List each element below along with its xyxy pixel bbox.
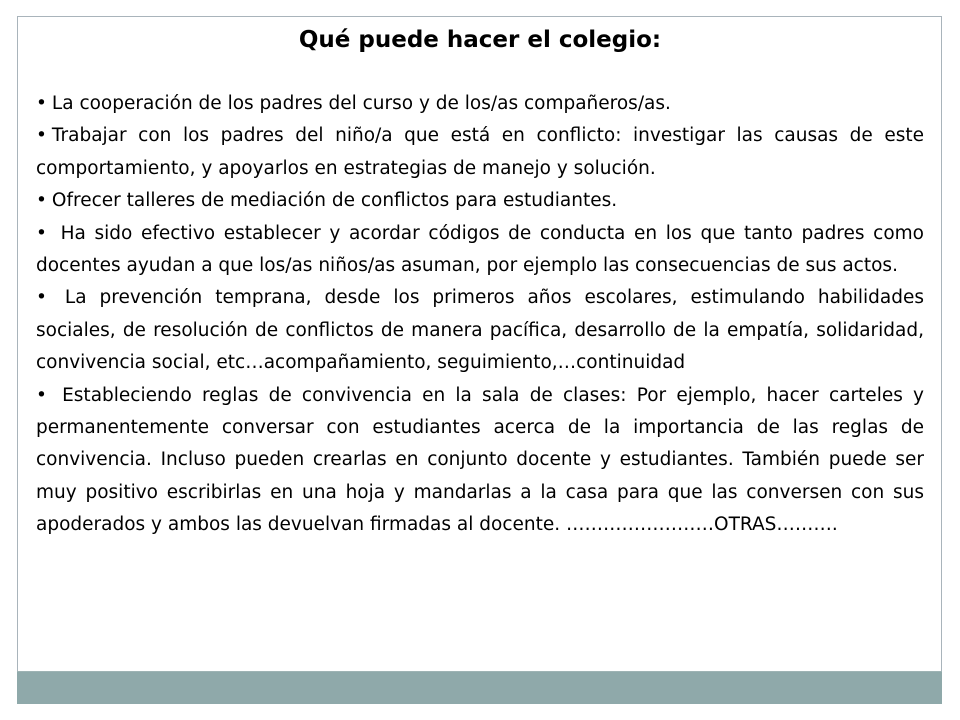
bullet-text: La prevención temprana, desde los primeros años escolares, estimulando habilidades sociales, de resolución de conflictos de manera pacífica, desarrollo de la empatía, solidaridad, convivencia social, etc…acompañamiento, seguimiento,…continuidad [36, 287, 924, 374]
slide-title: Qué puede hacer el colegio: [298, 27, 662, 53]
bullet-item [36, 380, 924, 542]
bullet-item [36, 120, 924, 185]
bullet-marker: • [36, 222, 47, 244]
bullet-item [36, 185, 924, 217]
bullet-text: Ha sido efectivo establecer y acordar códigos de conducta en los que tanto padres como docentes ayudan a que los/as niños/as asuman, por ejemplo las consecuencias de sus actos. [36, 222, 924, 277]
bullet-item [36, 88, 924, 120]
bullet-marker: • [36, 190, 47, 212]
bullet-marker: • [36, 384, 47, 406]
bullet-marker: • [36, 93, 47, 114]
bullet-item [36, 282, 924, 379]
bullet-marker: • [36, 287, 47, 309]
bullet-list [36, 88, 924, 542]
bullet-marker: • [36, 125, 47, 147]
bullet-text: Trabajar con los padres del niño/a que está en conflicto: investigar las causas de este comportamiento, y apoyarlos en estrategias de manejo y solución. [36, 125, 924, 179]
bullet-text: Estableciendo reglas de convivencia en la sala de clases: Por ejemplo, hacer carteles y permanentemente conversar con estudiantes acerca de la importancia de las reglas de convivencia. Incluso pueden crearlas en conjunto docente y estudiantes. También puede ser muy positivo escribirlas en una hoja y mandarlas a la casa para que las conversen con sus apoderados y ambos las devuelvan firmadas al docente. ……………………OTRAS………. [36, 384, 924, 536]
bullet-text: La cooperación de los padres del curso y de los/as compañeros/as. [51, 93, 671, 114]
bullet-text: Ofrecer talleres de mediación de conflictos para estudiantes. [51, 190, 618, 212]
bullet-item [36, 218, 924, 283]
bottom-accent-band [17, 671, 942, 704]
